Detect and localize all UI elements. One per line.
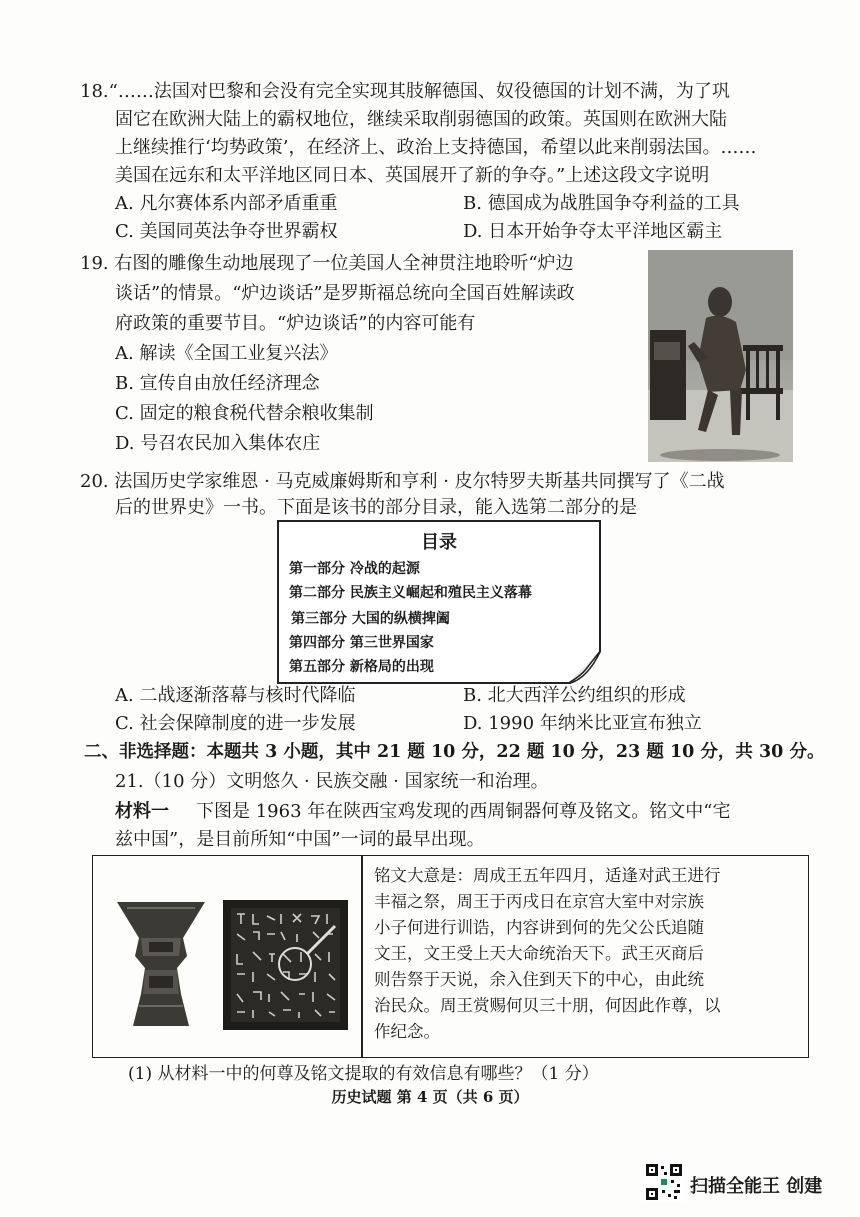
q20-option-a: A. 二战逐渐落幕与核时代降临 <box>115 685 356 706</box>
folded-corner-icon <box>567 650 601 684</box>
q18-line-2: 固它在欧洲大陆上的霸权地位，继续采取削弱德国的政策。英国则在欧洲大陆 <box>115 109 727 130</box>
q20-option-b: B. 北大西洋公约组织的形成 <box>463 685 686 706</box>
q19-option-a: A. 解读《全国工业复兴法》 <box>115 343 338 364</box>
q19-option-c: C. 固定的粮食税代替余粮收集制 <box>115 403 374 424</box>
toc-item: 第二部分 民族主义崛起和殖民主义落幕 <box>289 585 532 601</box>
q18-option-d: D. 日本开始争夺太平洋地区霸主 <box>463 221 723 242</box>
q19-option-b: B. 宣传自由放任经济理念 <box>115 373 320 394</box>
q19-line-2: 谈话”的情景。“炉边谈话”是罗斯福总统向全国百姓解读政 <box>115 283 575 304</box>
inscription-meaning-line: 文王，文王受上天大命统治天下。武王灭商后 <box>374 944 704 963</box>
q21-heading: 21.（10 分）文明悠久 · 民族交融 · 国家统一和治理。 <box>115 771 549 792</box>
inscription-meaning-line: 丰福之祭，周王于丙戌日在京宫大室中对宗族 <box>374 892 704 911</box>
q19-line-1: 19. 右图的雕像生动地展现了一位美国人全神贯注地聆听“炉边 <box>80 253 574 274</box>
inscription-meaning-line: 铭文大意是：周成王五年四月，适逢对武王进行 <box>374 866 721 885</box>
toc-title: 目录 <box>421 532 457 553</box>
q18-line-3: 上继续推行‘均势政策’，在经济上、政治上支持德国，希望以此来削弱法国。…… <box>115 137 757 158</box>
toc-item: 第四部分 第三世界国家 <box>289 635 434 651</box>
section-2-heading: 二、非选择题：本题共 3 小题，其中 21 题 10 分，22 题 10 分，23 题 10 分，共 30 分。 <box>84 742 825 762</box>
inscription-meaning-line: 小子何进行训诰，内容讲到何的先父公氏追随 <box>374 918 704 937</box>
fireside-chat-sculpture-photo <box>648 250 793 462</box>
q18-option-b: B. 德国成为战胜国争夺利益的工具 <box>463 193 740 214</box>
inscription-meaning-line: 作纪念。 <box>374 1022 440 1041</box>
page-footer: 历史试题 第 4 页（共 6 页） <box>331 1088 529 1106</box>
q19-option-d: D. 号召农民加入集体农庄 <box>115 433 321 454</box>
q19-line-3: 府政策的重要节目。“炉边谈话”的内容可能有 <box>115 313 476 334</box>
q20-option-d: D. 1990 年纳米比亚宣布独立 <box>463 713 702 734</box>
material-1-label: 材料一 <box>115 801 169 822</box>
qr-code-icon <box>644 1162 684 1202</box>
q20-line-2: 后的世界史》一书。下面是该书的部分目录，能入选第二部分的是 <box>115 497 637 518</box>
toc-item: 第五部分 新格局的出现 <box>289 659 434 675</box>
inscription-meaning-line: 则告祭于天说，余入住到天下的中心，由此统 <box>374 970 704 989</box>
material-1-line-2: 兹中国”，是目前所知“中国”一词的最早出现。 <box>115 829 485 850</box>
table-of-contents-box <box>277 520 601 684</box>
q18-line-1: 18.“……法国对巴黎和会没有完全实现其肢解德国、奴役德国的计划不满，为了巩 <box>80 81 730 102</box>
q18-option-c: C. 美国同英法争夺世界霸权 <box>115 221 338 242</box>
material-box-divider <box>361 856 363 1057</box>
bronze-inscription-rubbing-image <box>223 900 348 1030</box>
q18-option-a: A. 凡尔赛体系内部矛盾重重 <box>115 193 338 214</box>
toc-item: 第三部分 大国的纵横捭阖 <box>291 611 450 627</box>
he-zun-bronze-vessel-image <box>111 898 211 1033</box>
toc-item: 第一部分 冷战的起源 <box>289 561 420 577</box>
q18-line-4: 美国在远东和太平洋地区同日本、英国展开了新的争夺。”上述这段文字说明 <box>115 165 710 186</box>
q20-line-1: 20. 法国历史学家维恩 · 马克威廉姆斯和亨利 · 皮尔特罗夫斯基共同撰写了《二战 <box>80 471 725 492</box>
inscription-meaning-line: 治民众。周王赏赐何贝三十朋，何因此作尊，以 <box>374 996 721 1015</box>
q20-option-c: C. 社会保障制度的进一步发展 <box>115 713 356 734</box>
material-1-line-1: 下图是 1963 年在陕西宝鸡发现的西周铜器何尊及铭文。铭文中“宅 <box>196 801 731 822</box>
scanner-watermark-text: 扫描全能王 创建 <box>690 1176 823 1197</box>
q21-subquestion-1: (1) 从材料一中的何尊及铭文提取的有效信息有哪些？（1 分） <box>128 1064 599 1084</box>
